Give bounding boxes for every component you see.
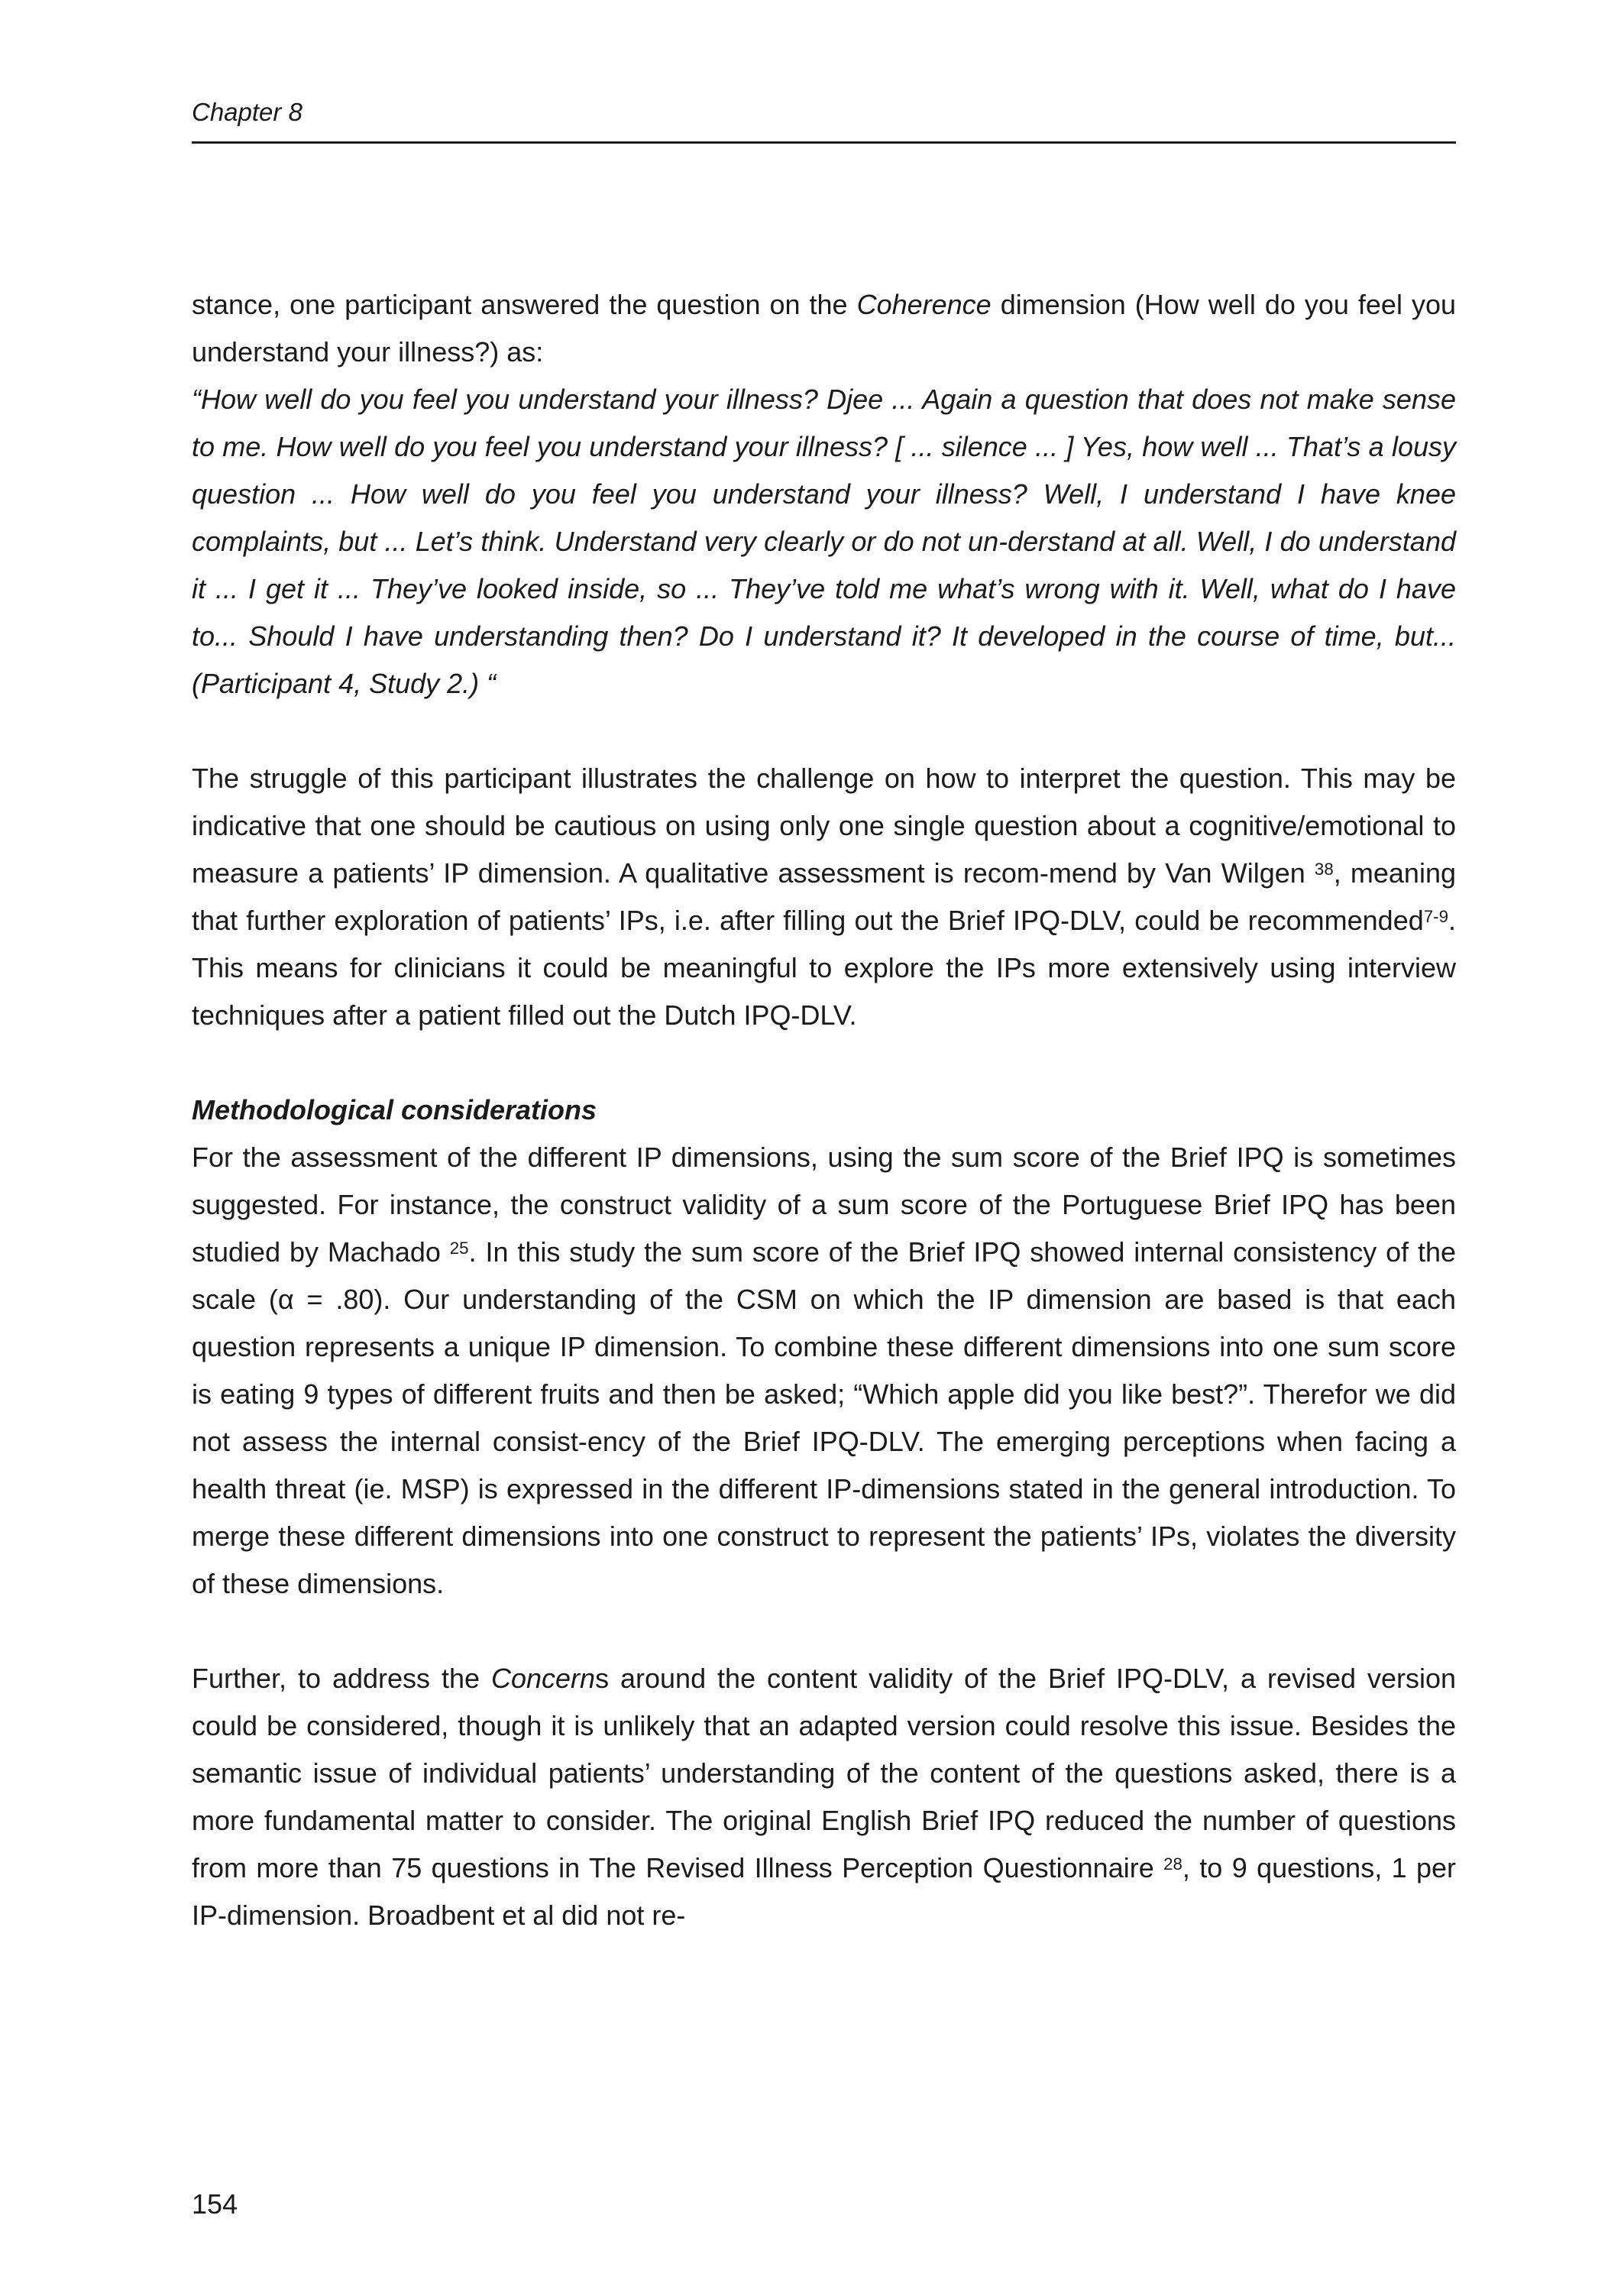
chapter-label: Chapter 8 xyxy=(192,98,302,126)
page-header xyxy=(192,96,1456,144)
page-number: 154 xyxy=(192,2188,238,2220)
section-heading-methodological-considerations: Methodological considerations xyxy=(192,1094,597,1125)
header-rule xyxy=(192,141,1456,144)
page-body xyxy=(192,281,1456,1939)
paragraph-struggle: The struggle of this participant illustrates the challenge on how to interpret the question. This may be indicative that one should be cautious on using only one single question about a cognitive/emotional to measure a patients’ IP dimension. A qualitative assessment is recom-mend by Van Wilgen $^{38}$, meaning that further exploration of patients’ IPs, i.e. after filling out the Brief IPQ-DLV, could be recommended$^{7-9}$. This means for clinicians it could be meaningful to explore the IPs more extensively using interview techniques after a patient filled out the Dutch IPQ-DLV. xyxy=(192,763,1456,1031)
paragraph-further: Further, to address the Concerns around the content validity of the Brief IPQ-DLV, a revised version could be considered, though it is unlikely that an adapted version could resolve this issue. Besides the semantic issue of individual patients’ understanding of the content of the questions asked, there is a more fundamental matter to consider. The original English Brief IPQ reduced the number of questions from more than 75 questions in The Revised Illness Perception Questionnaire $^{28}$, to 9 questions, 1 per IP-dimension. Broadbent et al did not re- xyxy=(192,1663,1456,1931)
paragraph-intro: stance, one participant answered the question on the Coherence dimension (How well do you feel you understand your illness?) as: xyxy=(192,289,1456,368)
paragraph-methodological: For the assessment of the different IP dimensions, using the sum score of the Brief IPQ is sometimes suggested. For instance, the construct validity of a sum score of the Portuguese Brief IPQ has been studied by Machado $^{25}$. In this study the sum score of the Brief IPQ showed internal consistency of the scale (α = .80). Our understanding of the CSM on which the IP dimension are based is that each question represents a unique IP dimension. To combine these different dimensions into one sum score is eating 9 types of different fruits and then be asked; “Which apple did you like best?”. Therefor we did not assess the internal consist-ency of the Brief IPQ-DLV. The emerging perceptions when facing a health threat (ie. MSP) is expressed in the different IP-dimensions stated in the general introduction. To merge these different dimensions into one construct to represent the patients’ IPs, violates the diversity of these dimensions. xyxy=(192,1142,1456,1599)
paragraph-participant-quote: “How well do you feel you understand your illness? Djee ... Again a question that does not make sense to me. How well do you feel you understand your illness? [ ... silence ... ] Yes, how well ... That’s a lousy question ... How well do you feel you understand your illness? Well, I understand I have knee complaints, but ... Let’s think. Understand very clearly or do not un-derstand at all. Well, I do understand it ... I get it ... They’ve looked inside, so ... They’ve told me what’s wrong with it. Well, what do I have to... Should I have understanding then? Do I understand it? It developed in the course of time, but... (Participant 4, Study 2.) “ xyxy=(192,384,1456,699)
